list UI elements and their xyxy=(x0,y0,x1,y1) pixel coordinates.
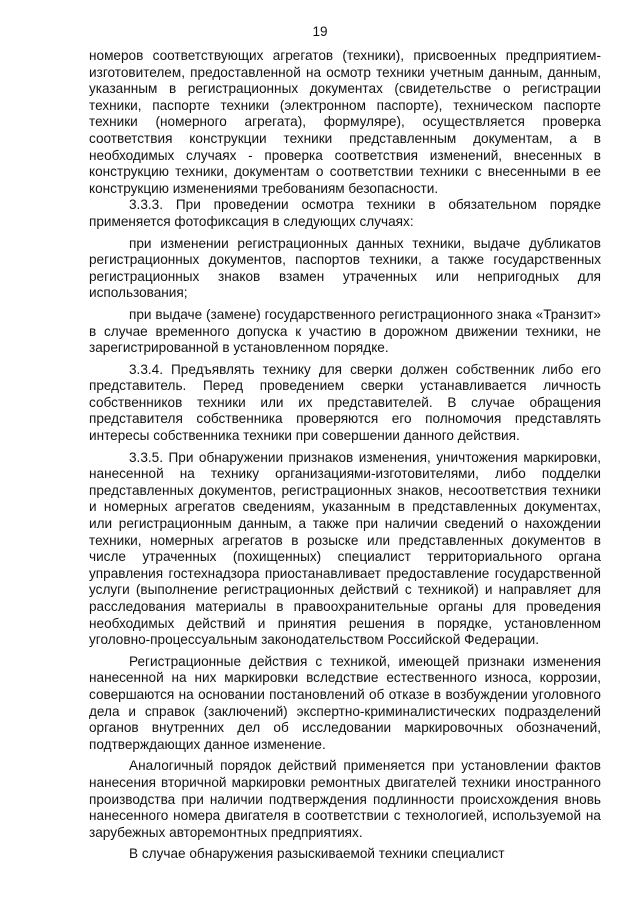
document-body xyxy=(89,48,601,863)
page-number: 19 xyxy=(312,24,328,39)
paragraph-case-registration-change: при изменении регистрационных данных техники, выдаче дубликатов регистрационных документов, паспортов техники, а также государственных регистрационных знаков взамен утраченных или непригодных для использования; xyxy=(89,235,601,301)
paragraph-continuation: номеров соответствующих агрегатов (техники), присвоенных предприятием-изготовителем, предоставленной на осмотр техники учетным данным, данным, указанным в регистрационных документах (свидетельстве о регистрации техники, паспорте техники (электронном паспорте), техническом паспорте техники (номерного агрегата), формуляре), осуществляется проверка соответствия конструкции техники представленным документам, а в необходимых случаях - проверка соответствия изменений, внесенных в конструкцию техники, документам о соответствии техники с внесенными в ее конструкцию изменениями требованиям безопасности. xyxy=(89,48,601,196)
paragraph-case-transit-plate: при выдаче (замене) государственного регистрационного знака «Транзит» в случае временного допуска к участию в дорожном движении техники, не зарегистрированной в установленном порядке. xyxy=(89,306,601,356)
paragraph-3-3-4: 3.3.4. Предъявлять технику для сверки должен собственник либо его представитель. Перед проведением сверки устанавливается личность собственников техники или их представителей. В случае обращения представителя собственника проверяются его полномочия представлять интересы собственника техники при совершении данного действия. xyxy=(89,361,601,444)
paragraph-registration-actions: Регистрационные действия с техникой, имеющей признаки изменения нанесенной на них маркировки вследствие естественного износа, коррозии, совершаются на основании постановлений об отказе в возбуждении уголовного дела и справок (заключений) экспертно-криминалистических подразделений органов внутренних дел об исследовании маркировочных обозначений, подтверждающих данное изменение. xyxy=(89,653,601,752)
paragraph-wanted-equipment: В случае обнаружения разыскиваемой техники специалист xyxy=(129,846,505,862)
paragraph-3-3-3: 3.3.3. При проведении осмотра техники в обязательном порядке применяется фотофиксация в следующих случаях: xyxy=(89,197,601,229)
paragraph-similar-procedure: Аналогичный порядок действий применяется при установлении фактов нанесения вторичной маркировки ремонтных двигателей техники иностранного производства при наличии подтверждения подлинности происхождения вновь нанесенного номера двигателя в соответствии с технологией, используемой на зарубежных авторемонтных предприятиях. xyxy=(89,758,601,840)
paragraph-3-3-5: 3.3.5. При обнаружении признаков изменения, уничтожения маркировки, нанесенной на технику организациями-изготовителями, либо подделки представленных документов, регистрационных знаков, несоответствия техники и номерных агрегатов сведениям, указанным в представленных документах, или регистрационным данным, а также при наличии сведений о нахождении техники, номерных агрегатов в розыске или представленных документов в числе утраченных (похищенных) специалист территориального органа управления гостехнадзора приостанавливает предоставление государственной услуги (выполнение регистрационных действий с техникой) и направляет для расследования материалы в правоохранительные органы для проведения необходимых действий и принятия решения в порядке, установленном уголовно-процессуальным законодательством Российской Федерации. xyxy=(89,449,601,648)
